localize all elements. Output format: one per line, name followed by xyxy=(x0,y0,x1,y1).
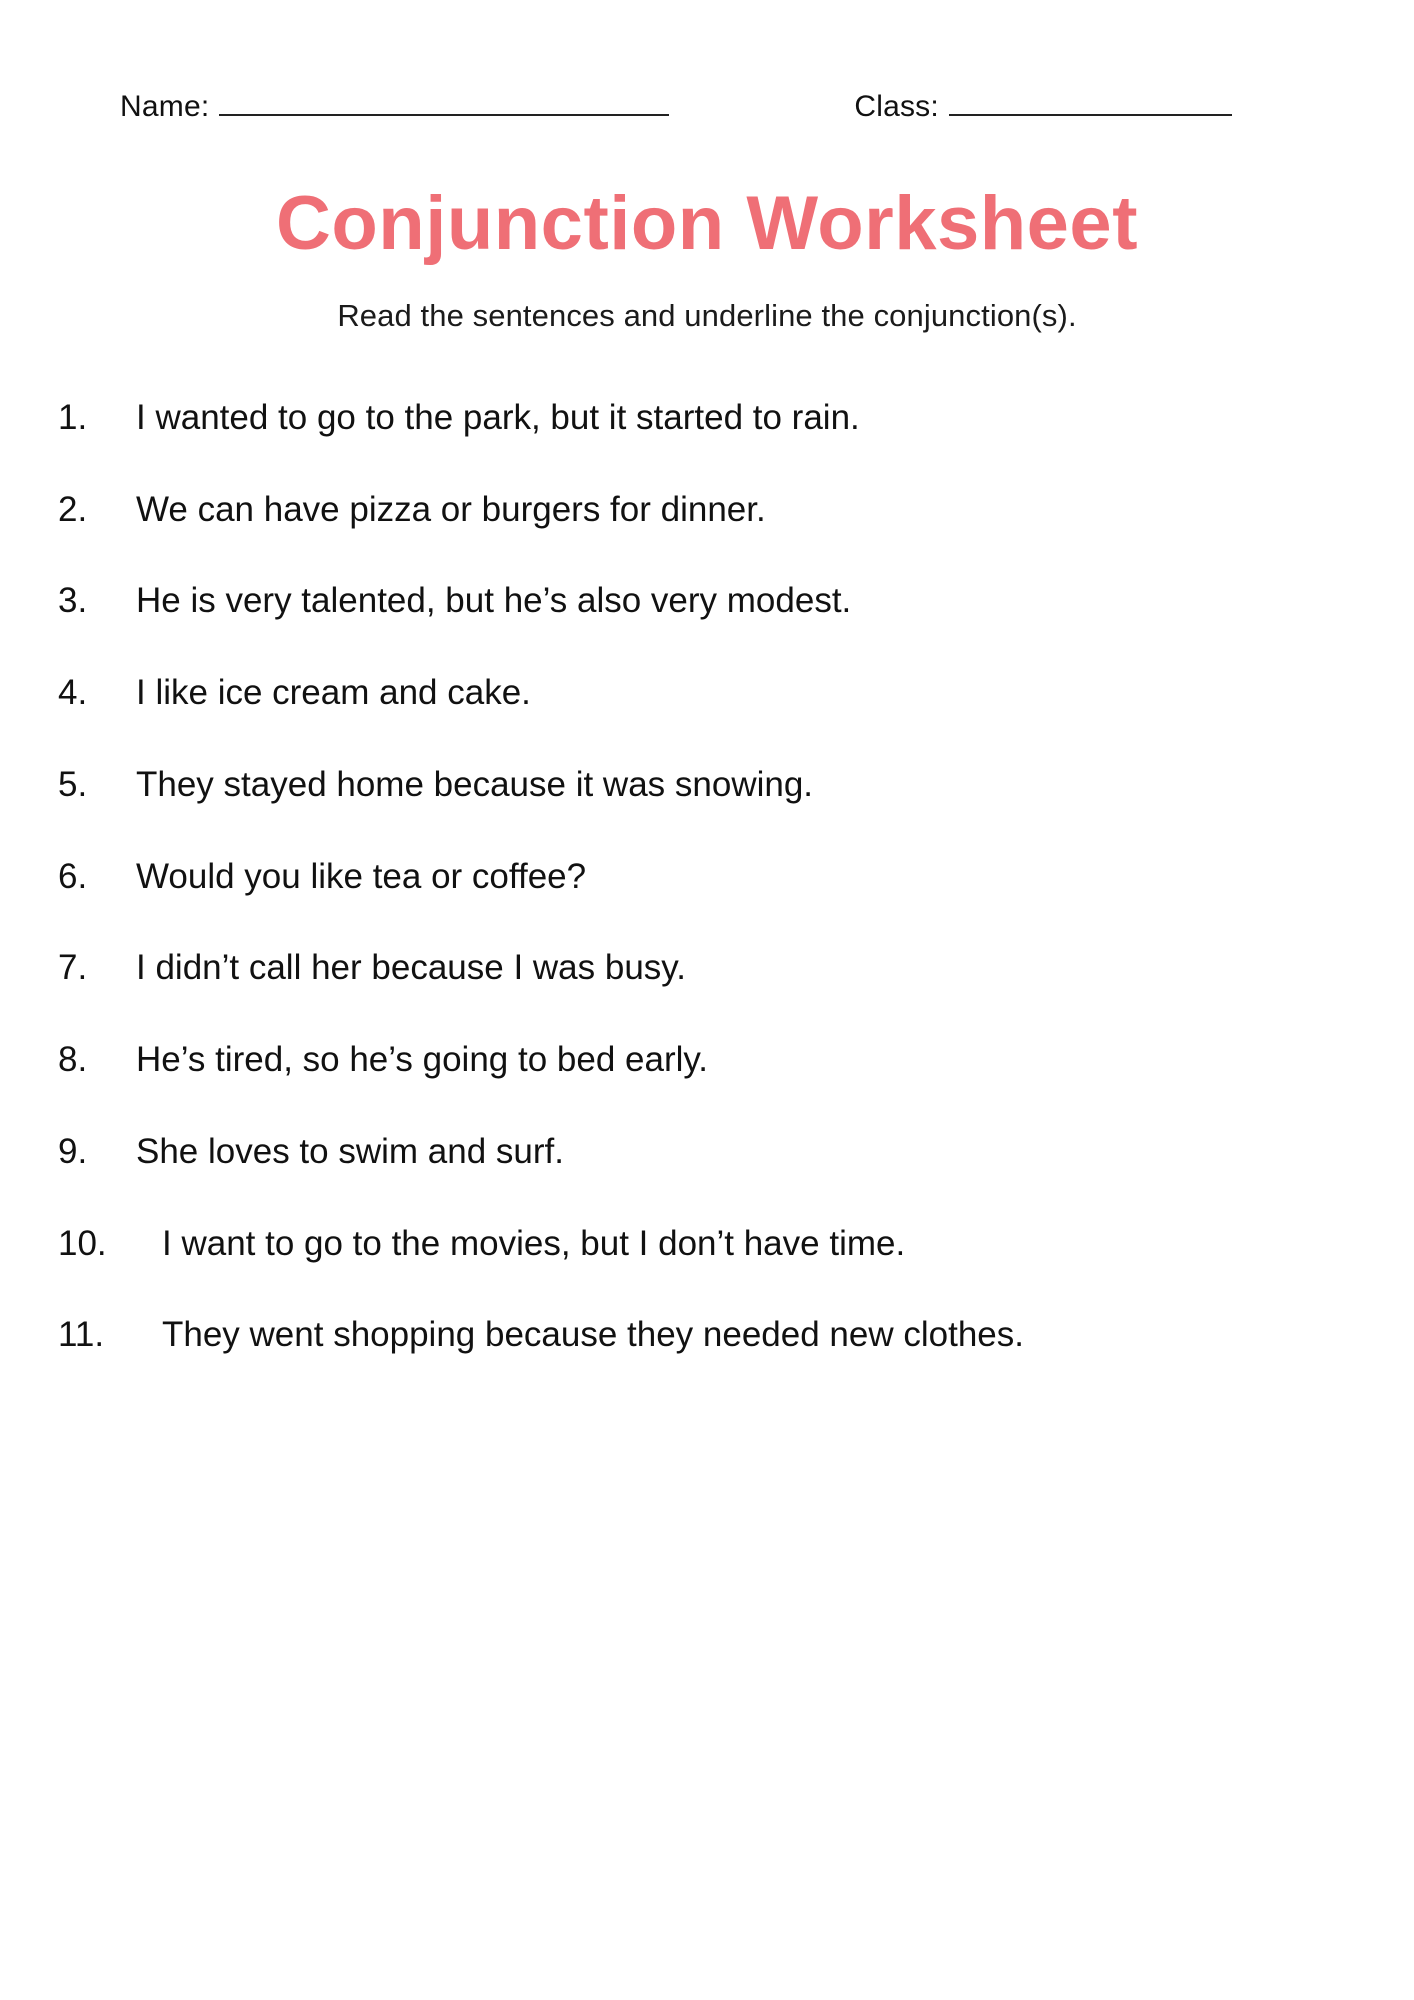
item-text: She loves to swim and surf. xyxy=(136,1131,564,1171)
item-text: We can have pizza or burgers for dinner. xyxy=(136,489,766,529)
item-text: I want to go to the movies, but I don’t have time. xyxy=(162,1223,906,1263)
list-item xyxy=(58,671,1344,715)
class-label: Class: xyxy=(854,90,939,123)
item-number: 1. xyxy=(58,397,88,437)
list-item xyxy=(58,396,1344,440)
item-number: 3. xyxy=(58,581,88,621)
item-number: 11. xyxy=(58,1315,105,1355)
item-number: 8. xyxy=(58,1040,88,1080)
item-number: 5. xyxy=(58,764,88,804)
student-info-row xyxy=(0,0,1414,124)
item-text: I like ice cream and cake. xyxy=(136,673,531,713)
item-text: I wanted to go to the park, but it started to rain. xyxy=(136,397,860,437)
item-text: They went shopping because they needed new clothes. xyxy=(162,1315,1024,1355)
name-write-line[interactable] xyxy=(219,88,669,116)
name-field xyxy=(120,88,669,124)
sentence-list xyxy=(0,396,1414,1357)
list-item xyxy=(58,579,1344,623)
item-text: They stayed home because it was snowing. xyxy=(136,764,814,804)
list-item xyxy=(58,763,1344,807)
list-item xyxy=(58,946,1344,990)
list-item xyxy=(58,1038,1344,1082)
class-field xyxy=(854,88,1232,124)
list-item xyxy=(58,1130,1344,1174)
item-number: 10. xyxy=(58,1223,107,1263)
item-text: He is very talented, but he’s also very modest. xyxy=(136,581,852,621)
item-text: He’s tired, so he’s going to bed early. xyxy=(136,1040,709,1080)
list-item xyxy=(58,1313,1344,1357)
page-title: Conjunction Worksheet xyxy=(275,181,1138,266)
item-text: I didn’t call her because I was busy. xyxy=(136,948,686,988)
instructions: Read the sentences and underline the conjunction(s). xyxy=(337,297,1077,333)
list-item xyxy=(58,488,1344,532)
item-number: 9. xyxy=(58,1131,88,1171)
item-number: 6. xyxy=(58,856,88,896)
item-number: 2. xyxy=(58,489,88,529)
name-label: Name: xyxy=(120,90,210,123)
item-text: Would you like tea or coffee? xyxy=(136,856,587,896)
item-number: 7. xyxy=(58,948,88,988)
item-number: 4. xyxy=(58,673,88,713)
class-write-line[interactable] xyxy=(949,88,1232,116)
list-item xyxy=(58,1222,1344,1266)
list-item xyxy=(58,855,1344,899)
